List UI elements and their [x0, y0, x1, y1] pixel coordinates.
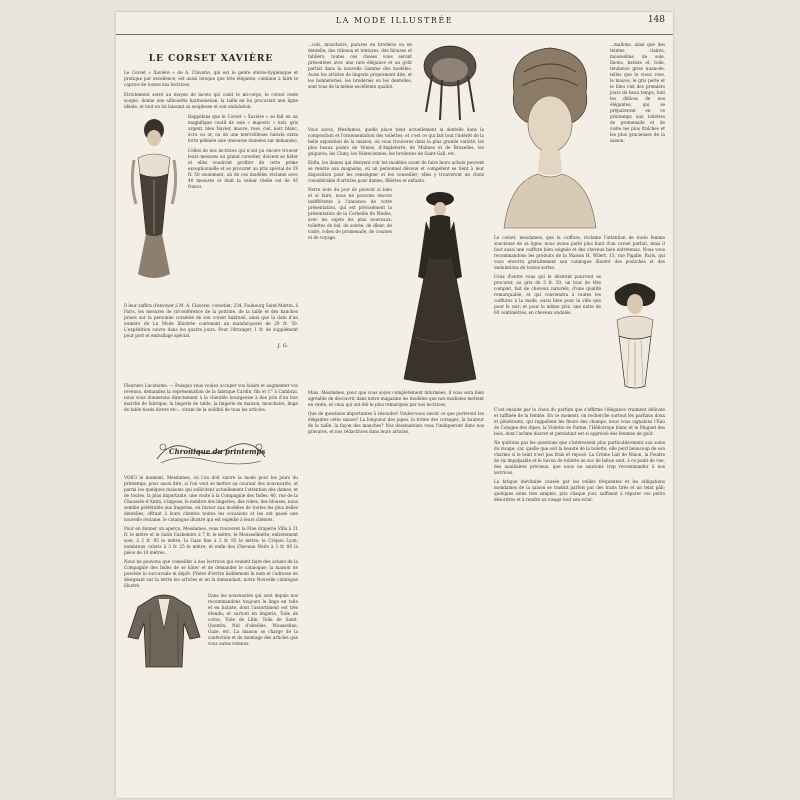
- paragraph: Que de questions importantes à résoudre! Voulez-vous savoir ce que porteront les élégantes cette saison? La longueur des jupes, la forme des corsages, la hauteur de la taille, la façon des manches? Nos dessinateurs vous l'indiqueront dans nos gravures, et nos rédactrices dans leurs articles.: [308, 411, 484, 434]
- paragraph: Ne quittons pas les questions que s'intéressent plus particulièrement aux soins du visage; car, quelle que soit la beauté de la toilette, elle perd beaucoup de son charme si le teint n'est pas frais et reposé. La Crème Lait de Ninon, la Poudre de riz impalpable et le Savon de toilette au suc de laitue sont, à ce point de vue, des auxiliaires précieux, que nous ne saurions trop recommander à nos lectrices.: [494, 440, 666, 475]
- paragraph: Ceux d'entre vous qui le désirent pourront se procurer, au prix de 5 fr. 50, un tour de tête complet, fait de cheveux naturels, d'une qualité remarquable, et qui conviendra à toutes les coiffures à la mode, aussi bien pour la ville que pour le soir; et pour le même prix, une natte de 60 centimètres, en cheveux ondulés.: [494, 274, 601, 315]
- coiffure-illustration: [494, 42, 606, 232]
- paragraph: Pour en donner un aperçu, Mesdames, vous trouverez la Fine draperie Villa à 31 fr. le mètre et le Satin Cashemire à 7 fr. le mètre, le Mousselinette, entièrement soie, à 2 fr. 95 le mètre; la Gaze fine à 2 fr. 95 le mètre; le Crépon Lyon; nombreux coloris à 3 fr. 25 le mètre; et enfin des Chevaux Noirs à 1 fr. 80 la pièce de 10 mètres.: [124, 526, 298, 555]
- page-header: [116, 12, 673, 35]
- column-middle: [308, 42, 484, 435]
- paragraph: C'est ensuite par le choix du parfum que s'affirme l'élégance vraiment délicate et raffinée de la femme. En ce moment, on recherche surtout les parfums doux et pénétrants, qui rappellent les fleurs des champs; nous vous signalons l'Eau de Cologne des Alpes, la Violette de Parme, l'Héliotrope blanc et le Muguet des bois, dont l'arôme discret et persistant est si apprécié des femmes de goût.: [494, 407, 665, 436]
- gown-illustration: [396, 187, 484, 387]
- paragraph: ...cols, mouchoirs, parures en broderie ou en dentelle; des rideaux et tentures, des blouses et tabliers, toutes ces choses vous seront présentées avec une rare élégance et un goût parfait dans la nouvelle Gamme des modèles. Aussi les articles de lingerie proprement dite, et les bonneteries, les broderies ou les dentelles, sont tous de la même excellente qualité.: [308, 42, 412, 89]
- page-number: 148: [647, 15, 665, 25]
- paragraph: Nous ne pouvons que conseiller à nos lectrices qui veulent faire des achats de la Compagnie des Indes de se hâter et de demander le catalogue; la maison ne possède ni succursale ni dépôt. Prière d'écrire lisiblement le nom et l'adresse en désignant sur la lettre les articles et en la demandant, notre Nouvelle catalogue illustré.: [124, 559, 298, 588]
- column-left: [124, 42, 298, 671]
- paragraph: Étroitement serré au moyen de lacets qui ceint le mi-corps, le corset reste souple, donne une silhouette harmonieuse, la taille en lui procurant une ligne idéale, et tout en lui laissant sa souplesse et son ondulation.: [124, 92, 298, 109]
- paragraph: Il leur suffira d'envoyer à M. A. Claverie, corsetier, 234, Faubourg Saint-Martin, à Paris, les mesures de circonférence de la poitrine, de la taille et des hanches prises sur la personne corsetée de son corset habituel, ainsi que la date d'un numéro de La Mode Illustrée contenant un mandat-poste de 29 fr. 50. L'expédition suivra dans les quatre jours. Pour l'étranger, 1 fr. de supplément pour port et emballage spécial.: [124, 303, 298, 338]
- magazine-page: [116, 12, 673, 798]
- paragraph: Le corset, mesdames, que la coiffure, réclame l'attention de toute femme soucieuse de sa ligne; nous avons parlé plus haut d'un corset parfait, mais il faut aussi une coiffure bien soignée et des cheveux bien entretenus. Nous vous recommandons les produits de la Maison H. Wilert, 13, rue Pigalle, Paris, qui vous enverra gratuitement son catalogue illustré des postiches et des ondulations de toutes sortes.: [494, 235, 665, 270]
- chronicle-title: Chronique du printemps: [169, 447, 266, 456]
- chronicle-heading-ornament: [151, 435, 271, 469]
- paragraph: Enfin, les dames qui désirent voir les modèles avant de faire leurs achats peuvent se rendre aux magasins, où un personnel dévoué et compétent se tient à leur disposition pour les renseigner et les conseiller; elles y trouveront un choix considérable d'articles pour dames, fillettes et enfants.: [308, 160, 484, 183]
- paragraph: Rappelons que le Corset « Xavière » se fait en un magnifique coutil de soie « majestic » noir, gris argent, bleu Navier, mauve, rose, ciel, noir, blanc, écru ou or, ou en une merveilleuse batiste extra forte pékinée soie (mesures données sur demande).: [188, 114, 298, 143]
- column-right: [494, 42, 665, 503]
- corset-illustration: [124, 114, 184, 299]
- signature: J. G.: [277, 343, 288, 349]
- paragraph: La fatigue inévitable causée par les veilles fréquentes et les obligations mondaines de la saison se traduit parfois par des traits tirés et un teint pâli; quelques soins très simples, pris chaque jour, suffisent à réparer ces petits désordres et à rendre au visage tout son éclat.: [494, 479, 665, 502]
- paragraph: Celles de nos lectrices qui n'ont pu encore trouver leurs mesures au grand corsetier, doivent se hâter et elles voudront profiter de cette prime exceptionnelle et se procurer au prix spécial de 29 fr. 50 seulement, un de ces modèles réclamé avec 40 mesures et dont la valeur réelle est de 45 francs.: [188, 148, 298, 189]
- paragraph: Vous savez, Mesdames, quelle place tient actuellement la dentelle dans la composition et l'ornementation des toilettes; et c'est ce qui fait tout l'intérêt de la belle exposition de la maison, où vous trouverez dans la plus grande variété, les plus beaux points de Venise, d'Angleterre, de Malines et de Bruxelles, les guipures, les Cluny, les Valenciennes, les broderies de Saint-Gall, etc.: [308, 127, 484, 156]
- corset-portrait-illustration: [605, 274, 665, 404]
- paragraph: Mais, Mesdames, pour que vous soyez complètement informées, il vous sera bien agréable de découvrir dans notre magazine les modèles que nos modistes mettent en vente, et ceux qui ont été le plus remarqués par nos lectrices.: [308, 390, 484, 407]
- blouse-illustration: [124, 593, 204, 671]
- paragraph: Fleuriers Lucotisme. — Puisque vous voulez occuper vos loisirs et augmenter vos revenus, demandez la représentation de la fabrique Cardin, fils et C° à Cambrai, nous vous donnerons directement à la clientèle bourgeoise à des prix d'un bon marché de fabrique, la lingerie de table, la lingerie de maison, mouchoirs, linge de table tissés divers etc... vivant de la solidité de tous les articles.: [124, 383, 298, 412]
- paragraph: Le Corset « Xavière » de A. Claverie, qui est le genre stéréo-hygiénique et pratique par excellence, est aussi lorsque que très élégante, combine à faire le caprice de toutes nos lectrices.: [124, 70, 298, 87]
- paragraph: Notre note du jour de pouvoir si bien et si faire, nous ne pouvons encore indifférente à l'annonce de votre présentation, qui est précisément la présentation de la Corbeille de Modes, avec les sujets les plus nouveaux: toilettes de bal, de soirée, de dîner, de visite, robes de promenade, de courses et de voyage.: [308, 187, 392, 240]
- paragraph: ...mallons, ainsi que des teintes claires, mousseline de soie, linons, batiste et, toile, tendance grise nuancée, telles que le vieux rose, le mauve, le gris perle et le bleu ciel des premiers jours de beau temps, font les délices de nos élégantes, qui se prépareront en ce printemps aux toilettes de promenade et de visite les plus fraîches et les plus gracieuses de la saison.: [610, 42, 665, 143]
- paragraph: VOICI le moment, Mesdames, où l'on doit suivre la mode pour les jours du printemps, pour aussi dire, si l'on veut se mettre au courant des nouveautés, et parmi les quelques maisons qui sollicitent actuellement l'attention des dames, et de toutes, la plus importante, une visite à la Compagnie des Indes, 40, rue de la Chaussée-d'Antin, s'impose, le nombre des lingeries, des robes, des blouses, nous semble préférable aux lingeries, en faveur aux modèles de toutes les plus belles dentelles, offrant à leurs clientes toutes les occasions et les ont passé une nouvelle réclame, le catalogue illustré qui est expédié à leurs clientes.: [124, 475, 298, 522]
- article-title: LE CORSET XAVIÈRE: [148, 54, 274, 64]
- paragraph: Dans les nouveautés qui sont depuis nos recommandons toujours le linge en toile et en batiste, dont l'assortiment est très étendu; et surtout en lingerie, Toile de coton, Toile de Lille, Toile de Saint-Quentin, Nid d'abeilles, Mousseline, Gaze, etc. La maison se charge de la confection et du montage des articles que vous aurez retenus.: [208, 593, 298, 646]
- bonnet-illustration: [416, 42, 484, 124]
- running-title: LA MODE ILLUSTRÉE: [335, 16, 454, 25]
